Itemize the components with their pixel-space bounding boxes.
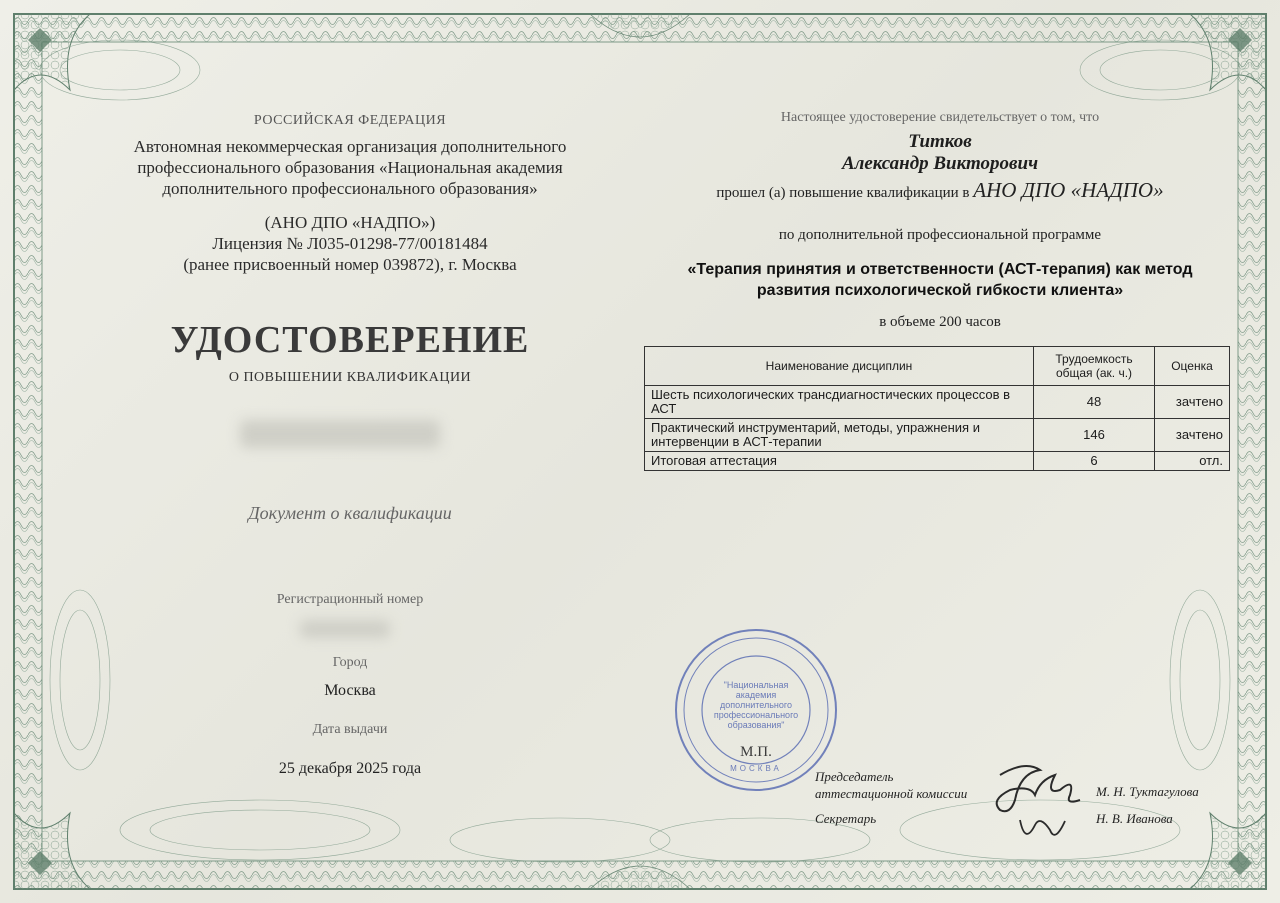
table-header-row	[645, 347, 1230, 386]
certifies-text: Настоящее удостоверение свидетельствует о том, что	[780, 110, 1100, 125]
stamp-text: образования"	[727, 720, 785, 730]
column-header: Трудоемкость общая (ак. ч.)	[1034, 347, 1155, 386]
country-heading: РОССИЙСКАЯ ФЕДЕРАЦИЯ	[253, 113, 447, 128]
org-abbreviation: (АНО ДПО «НАДПО»)	[264, 213, 436, 232]
qualification-document-label: Документ о квалификации	[248, 503, 452, 523]
discipline-hours: 146	[1034, 419, 1155, 452]
discipline-hours: 48	[1034, 386, 1155, 419]
table-row	[645, 452, 1230, 471]
org-line: профессионального образования «Национальная академия	[137, 158, 563, 177]
discipline-grade: зачтено	[1155, 386, 1230, 419]
redacted-registration	[300, 620, 390, 638]
program-title	[640, 259, 1240, 301]
signature-chair	[980, 755, 1100, 850]
stamp-text: профессионального	[713, 710, 799, 720]
column-header: Наименование дисциплин	[645, 347, 1034, 386]
volume-text: в объеме 200 часов	[879, 314, 1001, 330]
org-line: Автономная некоммерческая организация дополнительного	[133, 137, 567, 156]
issue-date-value: 25 декабря 2025 года	[278, 760, 422, 777]
passed-line	[640, 178, 1240, 203]
disciplines-table	[644, 346, 1230, 471]
discipline-name: Шесть психологических трансдиагностических процессов в АСТ	[645, 386, 1034, 419]
passed-text: прошел (а) повышение квалификации в	[716, 185, 970, 201]
stamp-text: "Национальная	[723, 680, 789, 690]
program-label: по дополнительной профессиональной программе	[778, 227, 1102, 243]
stamp-text: академия	[735, 690, 777, 700]
chair-label-line: Председатель	[815, 769, 894, 784]
former-number: (ранее присвоенный номер 039872), г. Москва	[183, 255, 517, 274]
document-subtitle: О ПОВЫШЕНИИ КВАЛИФИКАЦИИ	[228, 370, 472, 385]
discipline-name: Практический инструментарий, методы, упражнения и интервенции в АСТ-терапии	[645, 419, 1034, 452]
stamp-city: МОСКВА	[730, 764, 782, 773]
license-block	[90, 212, 610, 275]
secretary-label: Секретарь	[815, 811, 877, 826]
recipient-surname: Титков	[908, 131, 972, 152]
secretary-name: Н. В. Иванова	[1096, 811, 1173, 826]
redacted-number	[240, 420, 440, 448]
discipline-name: Итоговая аттестация	[645, 452, 1034, 471]
table-row	[645, 386, 1230, 419]
org-line: дополнительного профессионального образования»	[162, 179, 538, 198]
table-row	[645, 419, 1230, 452]
city-label: Город	[332, 655, 368, 670]
chair-name: М. Н. Туктагулова	[1096, 784, 1199, 799]
document-title: УДОСТОВЕРЕНИЕ	[170, 319, 530, 361]
column-header: Оценка	[1155, 347, 1230, 386]
chair-label-line: аттестационной комиссии	[815, 786, 968, 801]
program-title-line: «Терапия принятия и ответственности (АСТ-терапия) как метод	[687, 261, 1193, 278]
city-value: Москва	[324, 682, 376, 699]
stamp-text: дополнительного	[720, 700, 792, 710]
registration-label: Регистрационный номер	[276, 592, 424, 607]
program-title-line: развития психологической гибкости клиента»	[756, 282, 1124, 299]
organization-name	[90, 136, 610, 199]
license-number: Лицензия № Л035-01298-77/00181484	[212, 234, 488, 253]
recipient-name: Александр Викторович	[841, 153, 1039, 174]
issue-date-label: Дата выдачи	[312, 722, 388, 737]
discipline-grade: зачтено	[1155, 419, 1230, 452]
organization-abbr: АНО ДПО «НАДПО»	[973, 178, 1164, 202]
stamp-place-mark: М.П.	[740, 744, 772, 760]
discipline-hours: 6	[1034, 452, 1155, 471]
discipline-grade: отл.	[1155, 452, 1230, 471]
